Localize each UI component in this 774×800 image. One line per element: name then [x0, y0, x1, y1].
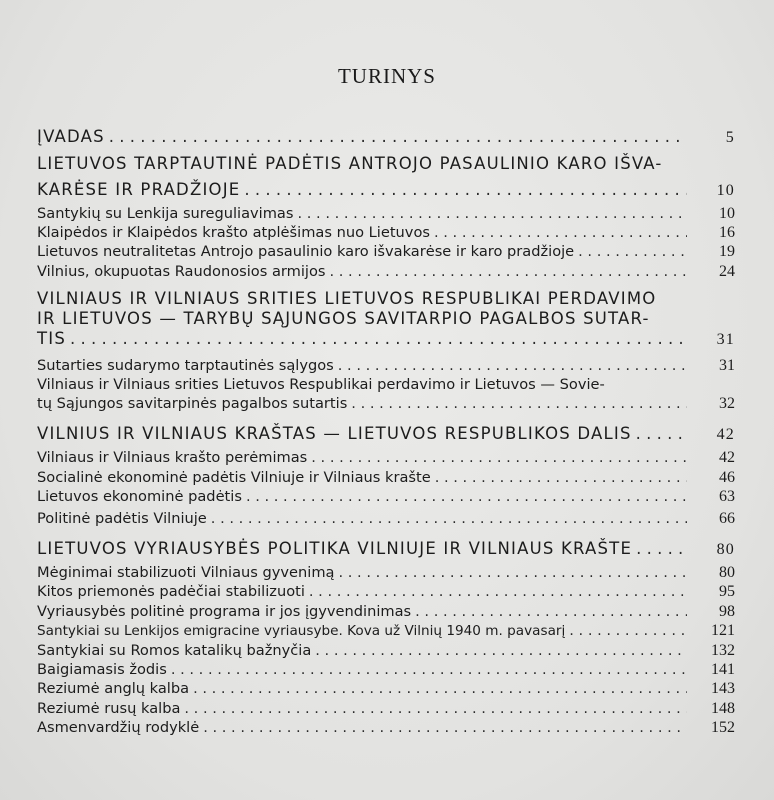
toc-item-title: tų Sąjungos savitarpinės pagalbos sutartis [37, 395, 348, 413]
toc-item-title: Lietuvos neutralitetas Antrojo pasaulinio karo išvakarėse ir karo pradžioje [37, 243, 575, 261]
page-number: 132 [711, 642, 735, 660]
toc-item[interactable] [37, 582, 735, 601]
page-number: 141 [711, 661, 735, 679]
page-number: 80 [716, 541, 735, 559]
dot-leader [569, 621, 687, 640]
page-number: 42 [719, 449, 735, 467]
page-number: 121 [711, 621, 735, 639]
toc-item[interactable] [37, 223, 735, 242]
dot-leader [434, 223, 687, 242]
toc-item[interactable] [37, 679, 735, 698]
page-number: 46 [719, 468, 735, 486]
toc-item[interactable] [37, 641, 735, 660]
page-number: 24 [719, 262, 735, 280]
toc-item[interactable] [37, 487, 735, 506]
toc-item[interactable] [37, 621, 735, 641]
toc-heading-line: IR LIETUVOS — TARYBŲ SĄJUNGOS SAVITARPIO PAGALBOS SUTAR- [37, 308, 650, 328]
page-number: 32 [719, 395, 735, 413]
toc-entry-introduction[interactable] [37, 124, 735, 151]
toc-item-title: Politinė padėtis Vilniuje [37, 510, 207, 528]
page-number: 63 [719, 487, 735, 505]
page-number: 10 [719, 205, 735, 222]
page-title: TURINYS [337, 64, 436, 88]
toc-item-title: Reziumė rusų kalba [37, 699, 181, 717]
toc-item[interactable] [37, 356, 735, 375]
page-number: 5 [725, 129, 735, 146]
dot-leader [415, 602, 687, 621]
dot-leader [636, 536, 687, 562]
dot-leader [311, 448, 687, 467]
toc-section-heading-4[interactable] [37, 536, 735, 563]
toc-section-heading-3[interactable] [37, 421, 735, 448]
toc-heading-line: LIETUVOS VYRIAUSYBĖS POLITIKA VILNIUJE IR VILNIAUS KRAŠTE [37, 539, 633, 559]
toc-item[interactable] [37, 563, 735, 582]
dot-leader [435, 468, 687, 487]
page-number: 31 [719, 356, 735, 374]
dot-leader [193, 679, 687, 698]
page-number: 19 [719, 243, 735, 261]
dot-leader [184, 699, 687, 718]
toc-heading-line: TIS [37, 328, 67, 348]
dot-leader [351, 394, 687, 413]
page-number: 31 [716, 330, 735, 348]
dot-leader [246, 487, 687, 506]
page-number: 16 [719, 224, 735, 242]
toc-item[interactable] [37, 262, 735, 281]
toc-item-title: Mėginimai stabilizuoti Vilniaus gyvenimą [37, 564, 335, 582]
toc-item-title: Santykių su Lenkija sureguliavimas [37, 205, 294, 222]
toc-item-title: Santykiai su Romos katalikų bažnyčia [37, 642, 312, 660]
dot-leader [211, 509, 687, 528]
dot-leader [297, 204, 687, 223]
dot-leader [338, 356, 687, 375]
toc-heading-line: VILNIAUS IR VILNIAUS SRITIES LIETUVOS RESPUBLIKAI PERDAVIMO [37, 288, 657, 308]
toc-item-title: Asmenvardžių rodyklė [37, 718, 200, 736]
toc-heading-line: VILNIUS IR VILNIAUS KRAŠTAS — LIETUVOS RESPUBLIKOS DALIS [37, 424, 632, 444]
page-number: 95 [719, 583, 735, 601]
toc-item[interactable] [37, 242, 735, 261]
toc-item-title: Lietuvos ekonominė padėtis [37, 487, 242, 505]
dot-leader [636, 421, 687, 447]
toc-item-title: Santykiai su Lenkijos emigracine vyriausybe. Kova už Vilnių 1940 m. pavasarį [37, 622, 566, 639]
dot-leader [330, 262, 688, 281]
dot-leader [244, 177, 687, 203]
toc-item-title: Baigiamasis žodis [37, 661, 167, 679]
dot-leader [315, 641, 687, 660]
dot-leader [171, 660, 687, 679]
toc-heading-line: LIETUVOS TARPTAUTINĖ PADĖTIS ANTROJO PASAULINIO KARO IŠVA- [37, 154, 663, 173]
toc-item[interactable] [37, 204, 735, 223]
toc-item-title: Klaipėdos ir Klaipėdos krašto atplėšimas nuo Lietuvos [37, 224, 430, 242]
toc-item[interactable] [37, 699, 735, 718]
toc-item-title: Reziumė anglų kalba [37, 680, 190, 698]
toc-item-title: Sutarties sudarymo tarptautinės sąlygos [37, 356, 334, 374]
page-number: 98 [719, 602, 735, 620]
toc-item[interactable] [37, 509, 735, 528]
toc-item-title: Vilniaus ir Vilniaus srities Lietuvos Respublikai perdavimo ir Lietuvos — Sovie- [37, 376, 605, 394]
toc-item[interactable] [37, 660, 735, 679]
toc-item-title: Vyriausybės politinė programa ir jos įgyvendinimas [37, 602, 412, 620]
toc-item[interactable] [37, 602, 735, 621]
dot-leader [203, 718, 687, 737]
toc-item-title: Vilniaus ir Vilniaus krašto perėmimas [37, 449, 308, 467]
dot-leader [309, 582, 687, 601]
toc-item-title: Socialinė ekonominė padėtis Vilniuje ir Vilniaus krašte [37, 468, 431, 486]
page-number: 148 [711, 699, 735, 717]
dot-leader [578, 242, 687, 261]
toc-item[interactable] [37, 375, 735, 413]
table-of-contents [37, 124, 735, 737]
page-number: 143 [711, 680, 735, 698]
dot-leader [338, 563, 687, 582]
page-number: 10 [716, 182, 735, 199]
toc-item-title: Vilnius, okupuotas Raudonosios armijos [37, 262, 326, 280]
page-number: 66 [719, 510, 735, 528]
toc-entry-title: ĮVADAS [37, 127, 105, 146]
toc-item-title: Kitos priemonės padėčiai stabilizuoti [37, 583, 305, 601]
page-number: 80 [719, 564, 735, 582]
toc-section-heading-2[interactable] [37, 289, 735, 350]
toc-item[interactable] [37, 718, 735, 737]
dot-leader [109, 124, 687, 150]
toc-section-heading-1[interactable] [37, 151, 735, 204]
toc-heading-line: KARĖSE IR PRADŽIOJE [37, 180, 241, 199]
toc-item[interactable] [37, 468, 735, 487]
dot-leader [70, 329, 687, 349]
toc-item[interactable] [37, 448, 735, 467]
page-number: 152 [711, 718, 735, 736]
page-number: 42 [716, 426, 735, 444]
